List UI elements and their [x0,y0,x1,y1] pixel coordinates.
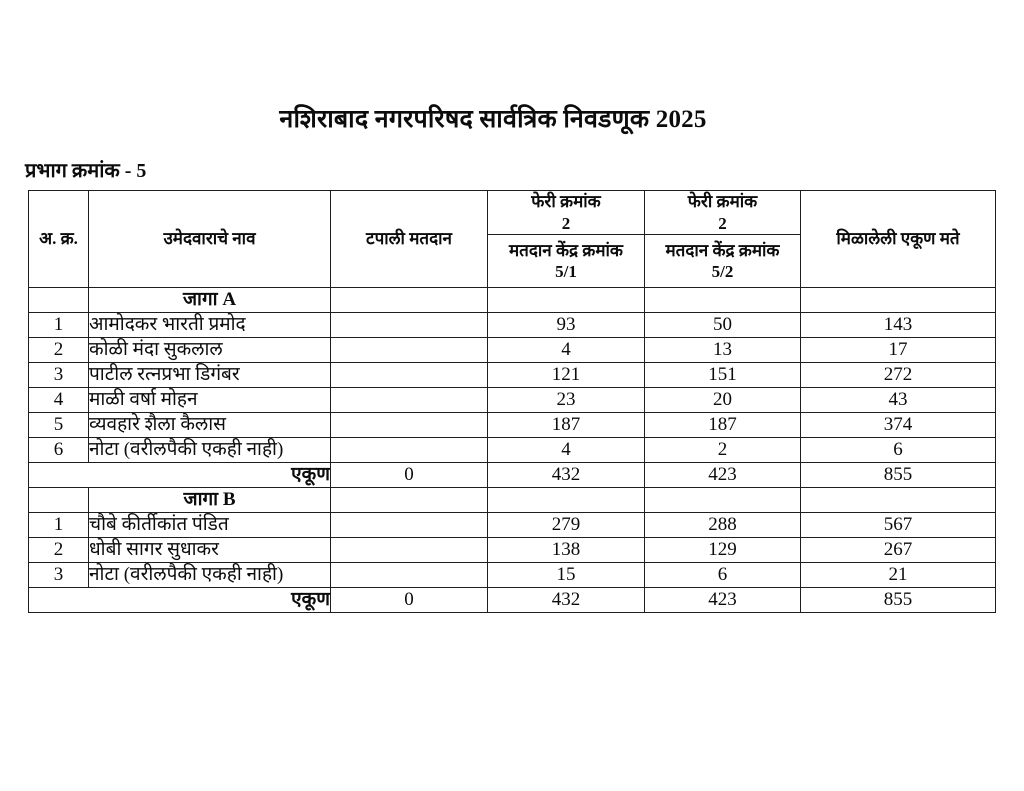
empty-cell [645,488,801,513]
results-table [28,190,996,613]
sr-no-cell: 3 [29,363,89,388]
station2-total-cell: 423 [645,588,801,613]
section-a-name: जागा A [89,288,331,313]
station-number: 5/2 [711,262,734,281]
grand-total-cell: 855 [801,588,996,613]
station2-votes-cell: 13 [645,338,801,363]
postal-votes-cell [331,413,488,438]
empty-cell [645,288,801,313]
empty-cell [331,488,488,513]
station2-votes-cell: 151 [645,363,801,388]
candidate-name-cell: पाटील रत्नप्रभा डिगंबर [89,363,331,388]
section-b-name: जागा B [89,488,331,513]
postal-votes-cell [331,388,488,413]
round-number: 2 [561,213,571,233]
header-postal-voting: टपाली मतदान [331,191,488,288]
candidate-row [29,313,996,338]
sr-no-cell: 3 [29,563,89,588]
station1-total-cell: 432 [488,463,645,488]
header-station-1 [488,235,645,288]
station1-votes-cell: 4 [488,338,645,363]
sr-no-cell: 4 [29,388,89,413]
postal-total-cell: 0 [331,588,488,613]
candidate-name-cell: चौबे कीर्तीकांत पंडित [89,513,331,538]
postal-total-cell: 0 [331,463,488,488]
header-total-votes: मिळालेली एकूण मते [801,191,996,288]
section-a-header-row [29,288,996,313]
candidate-row [29,513,996,538]
candidate-name-cell: माळी वर्षा मोहन [89,388,331,413]
station-label: मतदान केंद्र क्रमांक [665,240,780,260]
station1-total-cell: 432 [488,588,645,613]
round-label: फेरी क्रमांक [531,192,601,212]
total-votes-cell: 21 [801,563,996,588]
station-number: 5/1 [555,262,577,281]
round-label: फेरी क्रमांक [687,192,758,212]
station2-votes-cell: 6 [645,563,801,588]
candidate-row [29,563,996,588]
station1-votes-cell: 138 [488,538,645,563]
sr-no-cell: 2 [29,338,89,363]
total-votes-cell: 6 [801,438,996,463]
postal-votes-cell [331,338,488,363]
candidate-row [29,363,996,388]
header-round-2 [645,191,801,235]
candidate-name-cell: व्यवहारे शैला कैलास [89,413,331,438]
empty-cell [488,288,645,313]
postal-votes-cell [331,538,488,563]
total-votes-cell: 272 [801,363,996,388]
sr-no-cell: 1 [29,313,89,338]
sr-no-cell: 2 [29,538,89,563]
postal-votes-cell [331,363,488,388]
section-a-total-row [29,463,996,488]
candidate-name-cell: धोबी सागर सुधाकर [89,538,331,563]
empty-cell [801,288,996,313]
candidate-row [29,438,996,463]
station1-votes-cell: 4 [488,438,645,463]
candidate-row [29,538,996,563]
sr-no-cell: 1 [29,513,89,538]
section-b-header-row [29,488,996,513]
total-votes-cell: 267 [801,538,996,563]
station1-votes-cell: 93 [488,313,645,338]
station2-total-cell: 423 [645,463,801,488]
station2-votes-cell: 129 [645,538,801,563]
header-round-1 [488,191,645,235]
station1-votes-cell: 187 [488,413,645,438]
candidate-row [29,388,996,413]
station2-votes-cell: 2 [645,438,801,463]
postal-votes-cell [331,563,488,588]
empty-cell [29,288,89,313]
total-label-cell: एकूण [29,463,331,488]
ward-number-label: प्रभाग क्रमांक - 5 [25,160,147,182]
station2-votes-cell: 20 [645,388,801,413]
header-station-2 [645,235,801,288]
candidate-row [29,413,996,438]
total-label-cell: एकूण [29,588,331,613]
empty-cell [488,488,645,513]
candidate-name-cell: आमोदकर भारती प्रमोद [89,313,331,338]
empty-cell [331,288,488,313]
round-number: 2 [718,213,727,233]
empty-cell [801,488,996,513]
station1-votes-cell: 23 [488,388,645,413]
station2-votes-cell: 187 [645,413,801,438]
candidate-name-cell: कोळी मंदा सुकलाल [89,338,331,363]
section-b-total-row [29,588,996,613]
grand-total-cell: 855 [801,463,996,488]
postal-votes-cell [331,513,488,538]
candidate-name-cell: नोटा (वरीलपैकी एकही नाही) [89,563,331,588]
total-votes-cell: 17 [801,338,996,363]
sr-no-cell: 5 [29,413,89,438]
candidate-row [29,338,996,363]
total-votes-cell: 143 [801,313,996,338]
station1-votes-cell: 15 [488,563,645,588]
postal-votes-cell [331,438,488,463]
total-votes-cell: 567 [801,513,996,538]
total-votes-cell: 43 [801,388,996,413]
candidate-name-cell: नोटा (वरीलपैकी एकही नाही) [89,438,331,463]
station-label: मतदान केंद्र क्रमांक [509,240,623,260]
postal-votes-cell [331,313,488,338]
header-row-top [29,191,996,235]
empty-cell [29,488,89,513]
header-candidate-name: उमेदवाराचे नाव [89,191,331,288]
header-sr-no: अ. क्र. [29,191,89,288]
page-title: नशिराबाद नगरपरिषद सार्वत्रिक निवडणूक 2025 [279,106,707,133]
station2-votes-cell: 50 [645,313,801,338]
station1-votes-cell: 121 [488,363,645,388]
total-votes-cell: 374 [801,413,996,438]
station2-votes-cell: 288 [645,513,801,538]
station1-votes-cell: 279 [488,513,645,538]
sr-no-cell: 6 [29,438,89,463]
